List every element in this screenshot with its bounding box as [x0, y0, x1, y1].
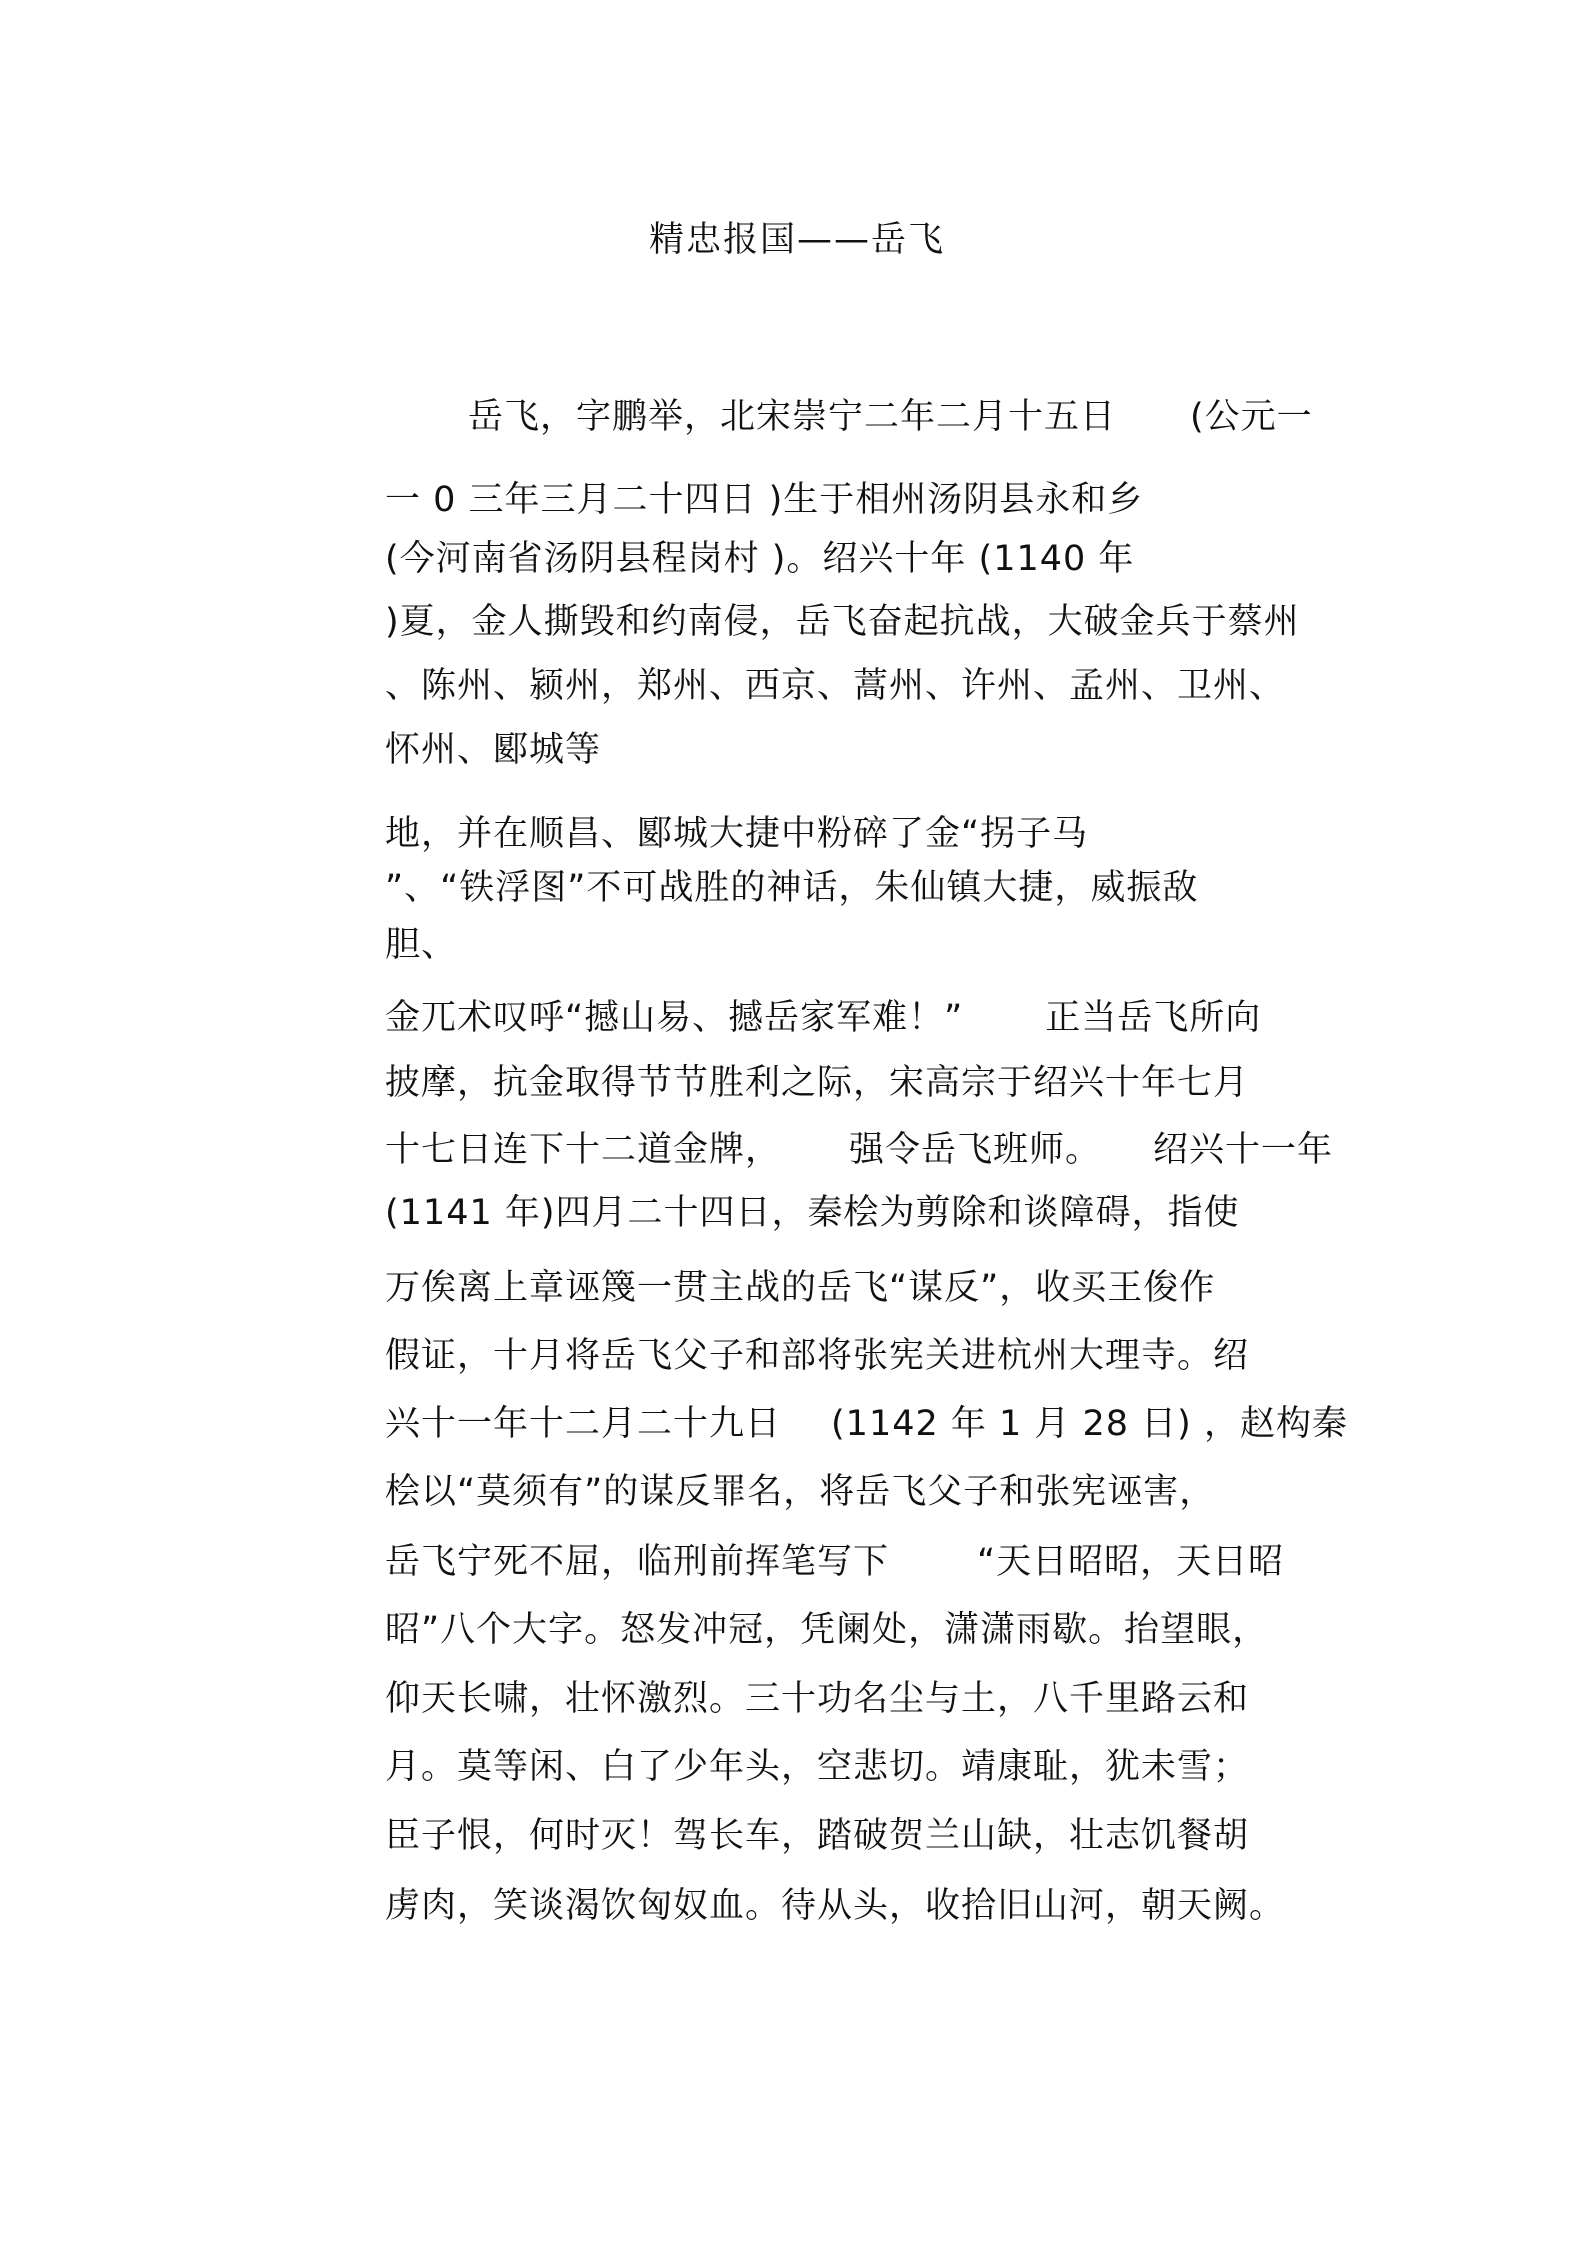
body-line: 昭”八个大字。怒发冲冠，凭阑处，潇潇雨歇。抬望眼， [385, 1610, 1269, 1650]
body-line: 一 0 三年三月二十四日 )生于相州汤阴县永和乡 [385, 480, 1144, 520]
body-line-text: 岳飞宁死不屈，临刑前挥笔写下 [385, 1542, 890, 1582]
document-title: 精忠报国——岳飞 [648, 220, 945, 260]
body-line: 地，并在顺昌、郾城大捷中粉碎了金“拐子马 [385, 814, 1089, 854]
body-line-text: 强令岳飞班师。 [849, 1130, 1102, 1170]
body-line-text: 绍兴十一年 [1153, 1130, 1334, 1170]
body-line: 桧以“莫须有”的谋反罪名，将岳飞父子和张宪诬害， [385, 1472, 1216, 1512]
body-line [385, 1536, 1284, 1588]
body-line-text: 正当岳飞所向 [1045, 998, 1262, 1038]
body-line-text: (1142 年 1 月 28 日) ，赵构秦 [831, 1404, 1348, 1444]
body-line [468, 391, 1313, 443]
body-line: 万俟离上章诬篾一贯主战的岳飞“谋反”，收买王俊作 [385, 1268, 1216, 1308]
body-line: )夏，金人撕毁和约南侵，岳飞奋起抗战，大破金兵于蔡州 [385, 602, 1300, 642]
body-line-text: 兴十一年十二月二十九日 [385, 1404, 782, 1444]
body-line: 、陈州、颍州，郑州、西京、蒿州、许州、孟州、卫州、 [385, 666, 1286, 706]
body-line: 月。莫等闲、白了少年头，空悲切。靖康耻，犹未雪； [385, 1747, 1250, 1787]
body-line [385, 1124, 1333, 1176]
body-line: 假证，十月将岳飞父子和部将张宪关进杭州大理寺。绍 [385, 1336, 1250, 1376]
body-line-text: “天日昭昭，天日昭 [977, 1542, 1285, 1582]
body-line: 胆、 [385, 925, 458, 965]
body-line-text: (公元一 [1190, 397, 1313, 437]
body-line: (今河南省汤阴县程岗村 )。绍兴十年 (1140 年 [385, 539, 1135, 579]
body-line-text: 岳飞，字鹏举，北宋崇宁二年二月十五日 [468, 397, 1117, 437]
body-line-text: 金兀术叹呼“撼山易、撼岳家军难！” [385, 998, 964, 1038]
body-line-text: 十七日连下十二道金牌， [385, 1130, 782, 1170]
body-line [385, 1398, 1348, 1450]
body-line: 怀州、郾城等 [385, 730, 602, 770]
body-line: 仰天长啸，壮怀激烈。三十功名尘与土，八千里路云和 [385, 1679, 1250, 1719]
body-line [385, 992, 1261, 1044]
body-line: 虏肉，笑谈渴饮匈奴血。待从头，收拾旧山河，朝天阙。 [385, 1886, 1286, 1926]
body-line: 披摩，抗金取得节节胜利之际，宋高宗于绍兴十年七月 [385, 1063, 1250, 1103]
body-line: 臣子恨，何时灭！驾长车，踏破贺兰山缺，壮志饥餐胡 [385, 1816, 1250, 1856]
body-line: (1141 年)四月二十四日，秦桧为剪除和谈障碍，指使 [385, 1193, 1240, 1233]
body-line: ”、“铁浮图”不可战胜的神话，朱仙镇大捷，威振敌 [385, 868, 1199, 908]
